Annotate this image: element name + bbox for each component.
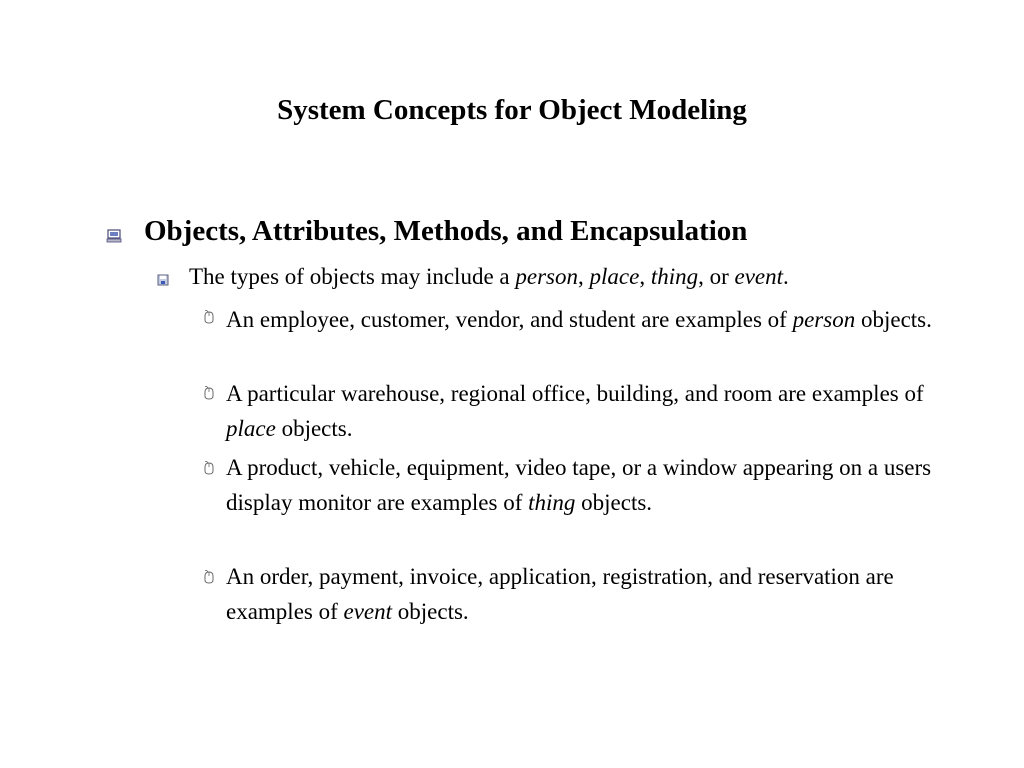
text-span: An employee, customer, vendor, and student are examples of bbox=[226, 307, 793, 332]
italic-place: place bbox=[589, 264, 640, 289]
computer-icon bbox=[106, 229, 122, 243]
mouse-icon bbox=[203, 570, 215, 584]
text-span: objects. bbox=[275, 416, 353, 441]
mouse-icon bbox=[203, 461, 215, 475]
text-span: . bbox=[783, 264, 789, 289]
floppy-disk-icon bbox=[157, 274, 169, 286]
bullet-level2-text bbox=[189, 261, 789, 293]
text-span: objects. bbox=[575, 490, 653, 515]
italic-word: place bbox=[226, 416, 276, 441]
slide-title: System Concepts for Object Modeling bbox=[277, 94, 747, 126]
mouse-icon bbox=[203, 310, 215, 324]
bullet-level1: Objects, Attributes, Methods, and Encapsulation bbox=[144, 215, 748, 247]
text-span: The types of objects may include a bbox=[189, 264, 516, 289]
text-span: objects. bbox=[855, 307, 932, 332]
italic-word: event bbox=[343, 599, 393, 624]
text-span: objects. bbox=[392, 599, 469, 624]
bullet-level3-item bbox=[226, 450, 966, 520]
bullet-level3-item bbox=[226, 559, 966, 629]
italic-thing: thing bbox=[650, 264, 699, 289]
italic-word: person bbox=[792, 307, 856, 332]
italic-person: person bbox=[515, 264, 578, 289]
text-span: , or bbox=[698, 264, 735, 289]
mouse-icon bbox=[203, 386, 215, 400]
text-span: A product, vehicle, equipment, video tape, or a window appearing on a users display monitor are examples of bbox=[226, 455, 932, 515]
text-span: , bbox=[639, 264, 651, 289]
text-span: An order, payment, invoice, application, registration, and reservation are examples of bbox=[226, 564, 894, 624]
italic-word: thing bbox=[528, 490, 576, 515]
bullet-level3-item bbox=[226, 302, 966, 337]
bullet-level2 bbox=[189, 261, 789, 293]
italic-event: event bbox=[734, 264, 784, 289]
bullet-level3-item bbox=[226, 376, 966, 446]
text-span: A particular warehouse, regional office, building, and room are examples of bbox=[226, 381, 924, 406]
text-span: , bbox=[578, 264, 590, 289]
